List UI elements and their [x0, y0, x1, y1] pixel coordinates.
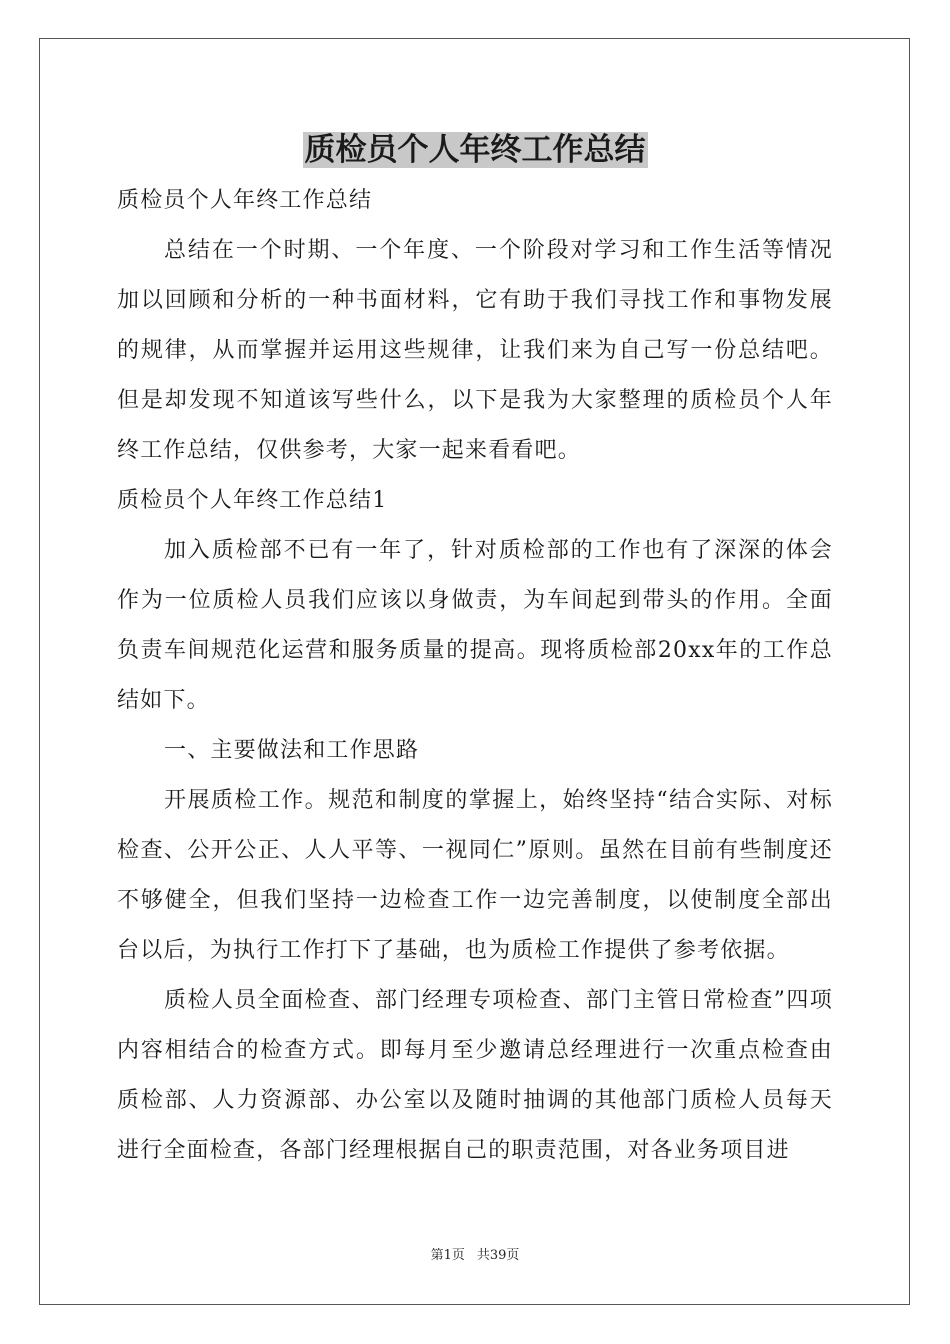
- section-heading-1: 质检员个人年终工作总结1: [117, 488, 388, 513]
- document-body: [117, 176, 833, 1176]
- paragraph-inspection-methods: 质检人员全面检查、部门经理专项检查、部门主管日常检查”四项内容相结合的检查方式。即每月至少邀请总经理进行一次重点检查由质检部、人力资源部、办公室以及随时抽调的其他部门质检人员每天进行全面检查，各部门经理根据自己的职责范围，对各业务项目进: [117, 988, 833, 1163]
- subheading-main-methods: 一、主要做法和工作思路: [164, 738, 420, 763]
- paragraph-quality-work: 开展质检工作。规范和制度的掌握上，始终坚持“结合实际、对标检查、公开公正、人人平等、一视同仁”原则。虽然在目前有些制度还不够健全，但我们坚持一边检查工作一边完善制度，以使制度全部出台以后，为执行工作打下了基础，也为质检工作提供了参考依据。: [117, 788, 833, 963]
- document-title-text: 质检员个人年终工作总结: [304, 132, 646, 168]
- page-total: 共39页: [476, 1248, 520, 1263]
- page-number: 第1页: [430, 1248, 465, 1263]
- document-title: [0, 129, 950, 171]
- page-footer: [0, 1247, 950, 1265]
- paragraph-section-1-intro: 加入质检部不已有一年了，针对质检部的工作也有了深深的体会作为一位质检人员我们应该以身做责，为车间起到带头的作用。全面负责车间规范化运营和服务质量的提高。现将质检部20xx年的工作总结如下。: [117, 538, 833, 713]
- paragraph-intro: 总结在一个时期、一个年度、一个阶段对学习和工作生活等情况加以回顾和分析的一种书面材料，它有助于我们寻找工作和事物发展的规律，从而掌握并运用这些规律，让我们来为自己写一份总结吧。但是却发现不知道该写些什么，以下是我为大家整理的质检员个人年终工作总结，仅供参考，大家一起来看看吧。: [117, 238, 833, 463]
- paragraph-subtitle: 质检员个人年终工作总结: [117, 188, 373, 213]
